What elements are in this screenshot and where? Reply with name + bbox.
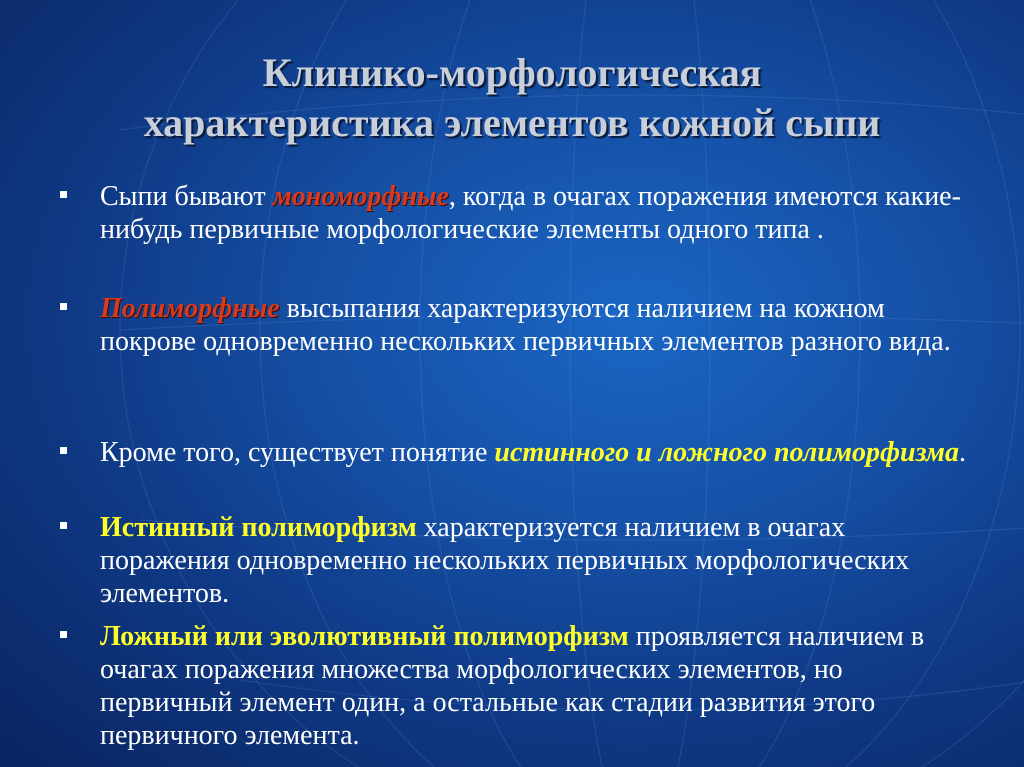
term-evolutive-polymorphism: Ложный или эволютивный полиморфизм [100, 621, 629, 652]
square-bullet-icon [60, 522, 67, 529]
term-true-polymorphism: Истинный полиморфизм [100, 512, 417, 543]
bullet-text [100, 292, 970, 358]
square-bullet-icon [60, 447, 67, 454]
square-bullet-icon [60, 303, 67, 310]
title-line-1: Клинико-морфологическая [262, 50, 762, 95]
bullet-text [100, 620, 970, 752]
text-segment: . [959, 437, 966, 468]
text-segment: , когда в очагах поражения имеются какие-нибудь первичные морфологические элементы одного типа . [100, 181, 961, 245]
text-segment: характеризуется наличием в очагах поражения одновременно нескольких первичных морфологических элементов. [100, 512, 917, 609]
bullet-text [100, 180, 970, 246]
text-segment: Сыпи бывают [100, 181, 273, 212]
square-bullet-icon [60, 631, 67, 638]
text-segment: высыпания характеризуются наличием на кожном покрове одновременно нескольких первичных элементов разного вида. [100, 293, 951, 357]
text-segment: проявляется наличием в очагах поражения множества морфологических элементов, но первичный элемент один, а остальные как стадии развития этого первичного элемента. [100, 621, 932, 751]
bullet-text [100, 436, 970, 469]
term-monomorphic: мономорфные [272, 181, 449, 212]
slide-title [0, 48, 1024, 148]
term-true-false-polymorphism: истинного и ложного полиморфизма [494, 437, 959, 468]
bullet-text [100, 511, 970, 610]
term-polymorphic: Полиморфные [100, 293, 280, 324]
text-segment: Кроме того, существует понятие [100, 437, 495, 468]
title-line-2: характеристика элементов кожной сыпи [143, 100, 881, 145]
square-bullet-icon [60, 191, 67, 198]
